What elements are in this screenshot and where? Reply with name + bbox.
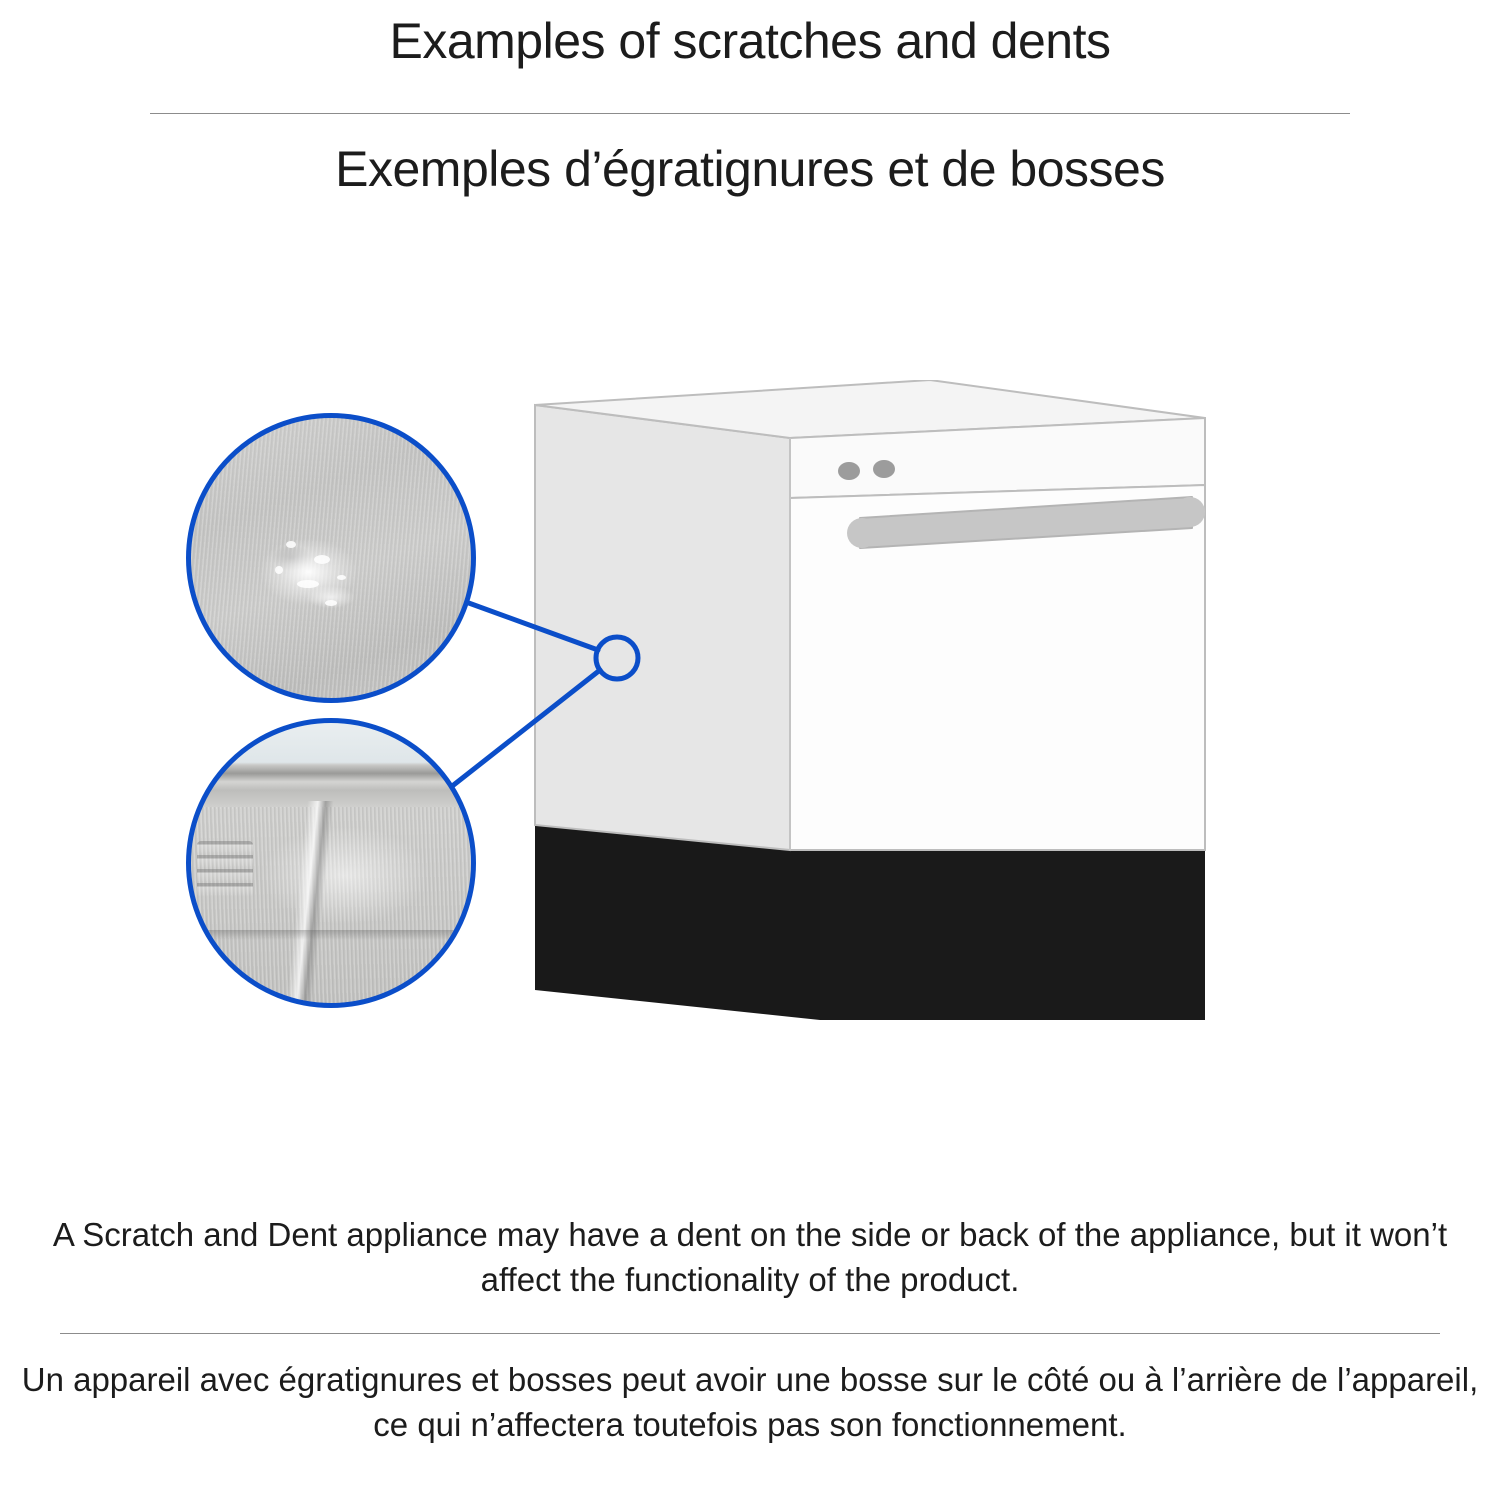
- scratch-closeup-photo: [186, 413, 476, 703]
- appliance-base-side: [535, 820, 820, 1020]
- page-title-en: Examples of scratches and dents: [389, 13, 1111, 69]
- divider-bottom: [60, 1333, 1440, 1334]
- dent-closeup-photo: [186, 718, 476, 1008]
- divider-top: [150, 113, 1350, 114]
- control-button-1: [838, 462, 860, 480]
- appliance-base-front: [820, 840, 1205, 1020]
- illustration-area: [0, 380, 1500, 1080]
- control-button-2: [873, 460, 895, 478]
- appliance-side-panel: [535, 405, 790, 850]
- caption-en: A Scratch and Dent appliance may have a dent on the side or back of the appliance, but it won’t affect the functionality of the product.: [52, 1216, 1448, 1298]
- caption-fr: Un appareil avec égratignures et bosses peut avoir une bosse sur le côté ou à l’arrière de l’appareil, ce qui n’affectera toutefois pas son fonctionnement.: [21, 1361, 1479, 1443]
- page-title-fr: Exemples d’égratignures et de bosses: [335, 141, 1165, 197]
